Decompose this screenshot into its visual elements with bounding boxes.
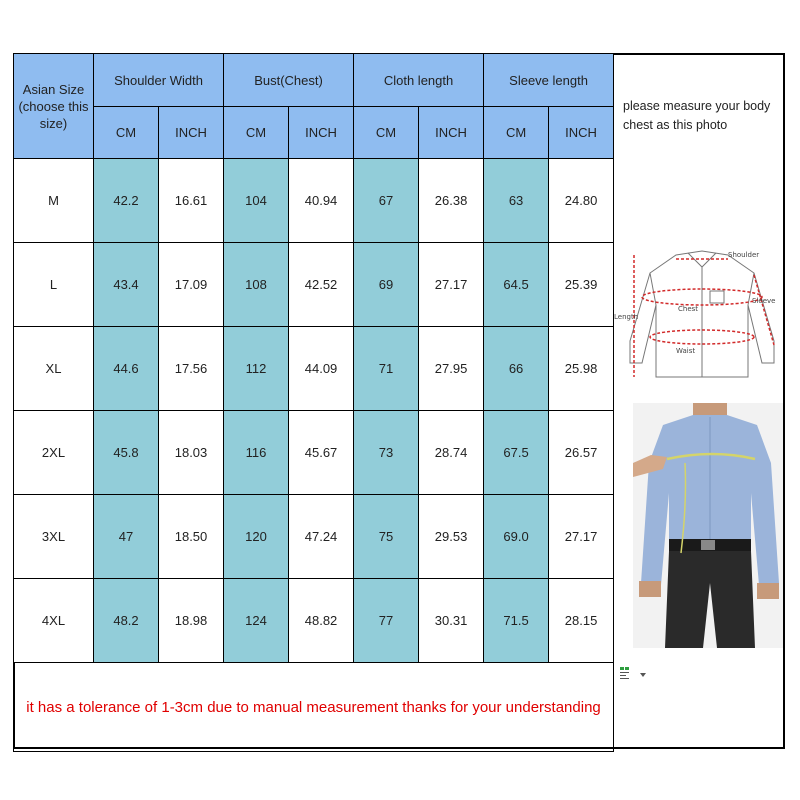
- cm-value-cell: 108: [224, 243, 289, 327]
- inch-value-cell: 17.56: [159, 327, 224, 411]
- inch-value-cell: 18.98: [159, 579, 224, 663]
- inch-value-cell: 44.09: [289, 327, 354, 411]
- size-label: 2XL: [14, 411, 94, 495]
- cm-value-cell: 44.6: [94, 327, 159, 411]
- inch-value-cell: 42.52: [289, 243, 354, 327]
- cm-value-cell: 116: [224, 411, 289, 495]
- shirt-measurement-diagram: [614, 245, 784, 383]
- diagram-label-waist: Waist: [676, 347, 696, 355]
- cm-value-cell: 42.2: [94, 159, 159, 243]
- size-label: M: [14, 159, 94, 243]
- cm-value-cell: 63: [484, 159, 549, 243]
- size-label: L: [14, 243, 94, 327]
- unit-header-inch: INCH: [549, 107, 614, 159]
- cm-value-cell: 120: [224, 495, 289, 579]
- cm-value-cell: 69.0: [484, 495, 549, 579]
- table-row: [14, 579, 614, 663]
- sleeve-length-header: Sleeve length: [484, 54, 614, 107]
- shoulder-width-header: Shoulder Width: [94, 54, 224, 107]
- inch-value-cell: 27.17: [419, 243, 484, 327]
- size-label: 3XL: [14, 495, 94, 579]
- tolerance-note: it has a tolerance of 1-3cm due to manual measurement thanks for your understanding: [14, 663, 614, 752]
- cm-value-cell: 71.5: [484, 579, 549, 663]
- cm-value-cell: 104: [224, 159, 289, 243]
- unit-header-cm: CM: [484, 107, 549, 159]
- inch-value-cell: 29.53: [419, 495, 484, 579]
- cm-value-cell: 73: [354, 411, 419, 495]
- cm-value-cell: 77: [354, 579, 419, 663]
- inch-value-cell: 26.38: [419, 159, 484, 243]
- cm-value-cell: 66: [484, 327, 549, 411]
- inch-value-cell: 30.31: [419, 579, 484, 663]
- cm-value-cell: 48.2: [94, 579, 159, 663]
- paste-options-icon[interactable]: [620, 667, 650, 683]
- inch-value-cell: 17.09: [159, 243, 224, 327]
- inch-value-cell: 16.61: [159, 159, 224, 243]
- diagram-label-chest: Chest: [678, 305, 699, 313]
- cm-value-cell: 69: [354, 243, 419, 327]
- diagram-label-shoulder: Shoulder: [728, 251, 760, 259]
- inch-value-cell: 28.74: [419, 411, 484, 495]
- table-row: [14, 327, 614, 411]
- inch-value-cell: 47.24: [289, 495, 354, 579]
- unit-header-inch: INCH: [159, 107, 224, 159]
- inch-value-cell: 45.67: [289, 411, 354, 495]
- inch-value-cell: 24.80: [549, 159, 614, 243]
- size-label: 4XL: [14, 579, 94, 663]
- inch-value-cell: 26.57: [549, 411, 614, 495]
- cm-value-cell: 47: [94, 495, 159, 579]
- unit-header-inch: INCH: [289, 107, 354, 159]
- cm-value-cell: 124: [224, 579, 289, 663]
- inch-value-cell: 27.17: [549, 495, 614, 579]
- cm-value-cell: 45.8: [94, 411, 159, 495]
- table-row: [14, 159, 614, 243]
- inch-value-cell: 18.50: [159, 495, 224, 579]
- table-row: [14, 243, 614, 327]
- inch-value-cell: 25.98: [549, 327, 614, 411]
- unit-header-cm: CM: [94, 107, 159, 159]
- inch-value-cell: 25.39: [549, 243, 614, 327]
- asian-size-header: Asian Size (choose this size): [14, 54, 94, 159]
- inch-value-cell: 40.94: [289, 159, 354, 243]
- size-label: XL: [14, 327, 94, 411]
- unit-header-inch: INCH: [419, 107, 484, 159]
- unit-header-cm: CM: [354, 107, 419, 159]
- cm-value-cell: 67: [354, 159, 419, 243]
- diagram-label-length: Length: [614, 313, 639, 321]
- cm-value-cell: 112: [224, 327, 289, 411]
- cm-value-cell: 75: [354, 495, 419, 579]
- measure-instruction: please measure your body chest as this photo: [623, 99, 771, 132]
- cm-value-cell: 43.4: [94, 243, 159, 327]
- diagram-label-sleeve: Sleeve: [752, 297, 776, 305]
- inch-value-cell: 27.95: [419, 327, 484, 411]
- size-chart-table: [13, 53, 614, 752]
- unit-header-cm: CM: [224, 107, 289, 159]
- table-row: [14, 411, 614, 495]
- cloth-length-header: Cloth length: [354, 54, 484, 107]
- inch-value-cell: 48.82: [289, 579, 354, 663]
- bust-chest-header: Bust(Chest): [224, 54, 354, 107]
- model-measuring-photo: [633, 403, 783, 648]
- cm-value-cell: 64.5: [484, 243, 549, 327]
- inch-value-cell: 28.15: [549, 579, 614, 663]
- inch-value-cell: 18.03: [159, 411, 224, 495]
- cm-value-cell: 71: [354, 327, 419, 411]
- cm-value-cell: 67.5: [484, 411, 549, 495]
- table-row: [14, 495, 614, 579]
